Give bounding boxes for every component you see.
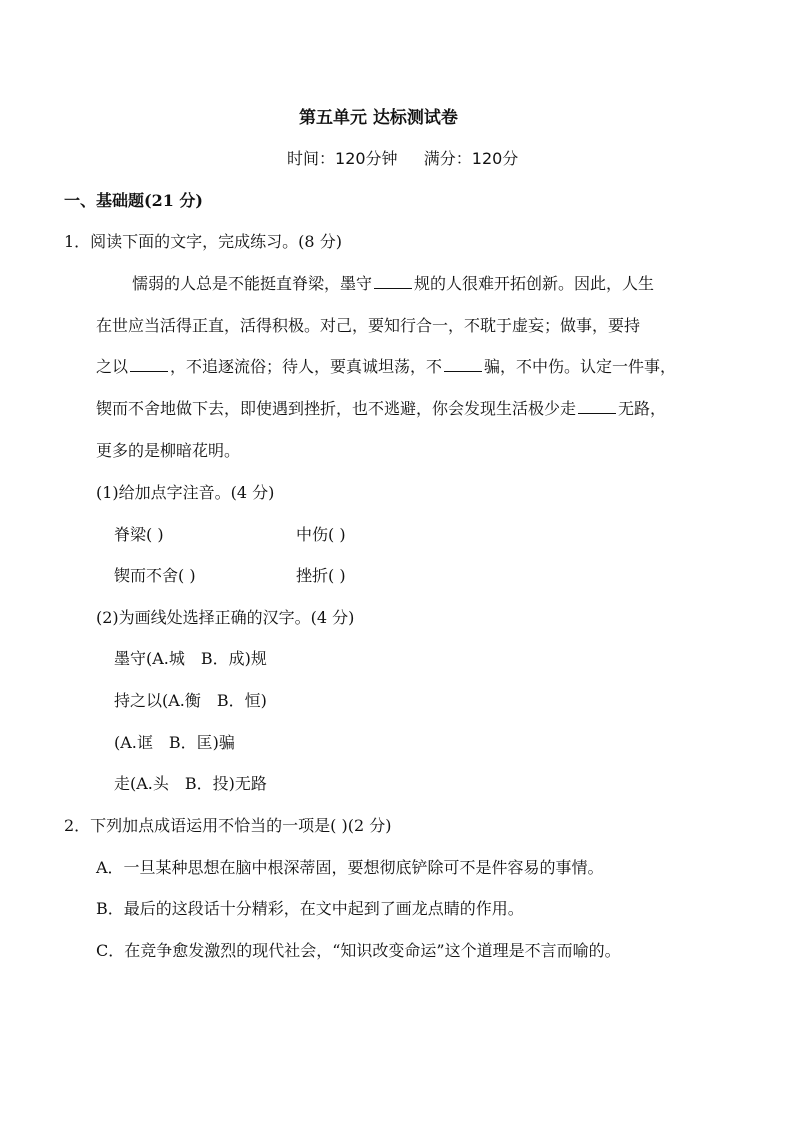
score-value: 120分 (471, 149, 519, 168)
question-1-prompt (64, 232, 342, 252)
passage-text: 无路， (618, 399, 667, 418)
choice-item[interactable] (114, 774, 267, 794)
question-1-text: 1．阅读下面的文字，完成练习。(8 分) (64, 232, 342, 251)
title-text: 第五单元 达标测试卷 (299, 108, 458, 128)
option-b[interactable] (96, 899, 524, 919)
option-c[interactable] (96, 941, 621, 961)
section-heading-text: 一、基础题(21 分) (64, 191, 203, 210)
time-value: 120分钟 (335, 149, 398, 168)
passage-text: 锲而不舍地做下去，即使遇到挫折，也不逃避，你会发现生活极少走 (96, 399, 577, 418)
page-title (299, 108, 458, 128)
pinyin-item-text: 锲而不舍( ) (114, 566, 196, 585)
choice-item-text: (A.诓 B．匡)骗 (114, 733, 235, 752)
answer-blank[interactable] (444, 357, 482, 372)
option-a-text: A．一旦某种思想在脑中根深蒂固，要想彻底铲除可不是件容易的事情。 (96, 858, 604, 877)
passage-text: 骗，不中伤。认定一件事， (484, 357, 677, 376)
pinyin-item-text: 脊梁( ) (114, 525, 164, 544)
option-a[interactable] (96, 858, 604, 878)
sub-question-2-text: (2)为画线处选择正确的汉字。(4 分) (96, 608, 355, 627)
pinyin-item[interactable] (114, 566, 196, 586)
choice-item[interactable] (114, 691, 267, 711)
passage-line-5 (96, 441, 240, 461)
answer-blank[interactable] (130, 357, 168, 372)
sub-question-2-prompt (96, 608, 354, 628)
choice-item[interactable] (114, 649, 267, 669)
passage-text: 在世应当活得正直，活得积极。对己，要知行合一，不耽于虚妄；做事，要持 (96, 316, 641, 335)
section-heading (64, 191, 203, 211)
passage-text: 之以 (96, 357, 129, 376)
question-2-prompt (64, 816, 392, 836)
answer-blank[interactable] (374, 274, 412, 289)
option-b-text: B．最后的这段话十分精彩，在文中起到了画龙点睛的作用。 (96, 899, 524, 918)
pinyin-item[interactable] (114, 525, 164, 545)
question-2-text: 2．下列加点成语运用不恰当的一项是( )(2 分) (64, 816, 392, 835)
pinyin-item[interactable] (296, 566, 346, 586)
choice-item-text: 墨守(A.城 B．成)规 (114, 649, 267, 668)
passage-text: 更多的是柳暗花明。 (96, 441, 241, 460)
choice-item[interactable] (114, 733, 235, 753)
passage-text: ，不追逐流俗；待人，要真诚坦荡，不 (170, 357, 443, 376)
pinyin-item-text: 中伤( ) (296, 525, 346, 544)
passage-text: 规的人很难开拓创新。因此，人生 (414, 274, 655, 293)
passage-text: 懦弱的人总是不能挺直脊梁，墨守 (132, 274, 373, 293)
passage-line-3 (96, 357, 676, 377)
passage-line-2 (96, 316, 640, 336)
passage-line-1 (132, 274, 654, 294)
sub-question-1-text: (1)给加点字注音。(4 分) (96, 483, 275, 502)
choice-item-text: 走(A.头 B．投)无路 (114, 774, 267, 793)
pinyin-item-text: 挫折( ) (296, 566, 346, 585)
answer-blank[interactable] (578, 399, 616, 414)
passage-line-4 (96, 399, 666, 419)
option-c-text: C．在竞争愈发激烈的现代社会，“知识改变命运”这个道理是不言而喻的。 (96, 941, 621, 960)
score-label: 满分： (423, 149, 472, 168)
time-label: 时间： (287, 149, 336, 168)
pinyin-item[interactable] (296, 525, 346, 545)
choice-item-text: 持之以(A.衡 B．恒) (114, 691, 267, 710)
exam-meta (287, 149, 518, 169)
sub-question-1-prompt (96, 483, 274, 503)
